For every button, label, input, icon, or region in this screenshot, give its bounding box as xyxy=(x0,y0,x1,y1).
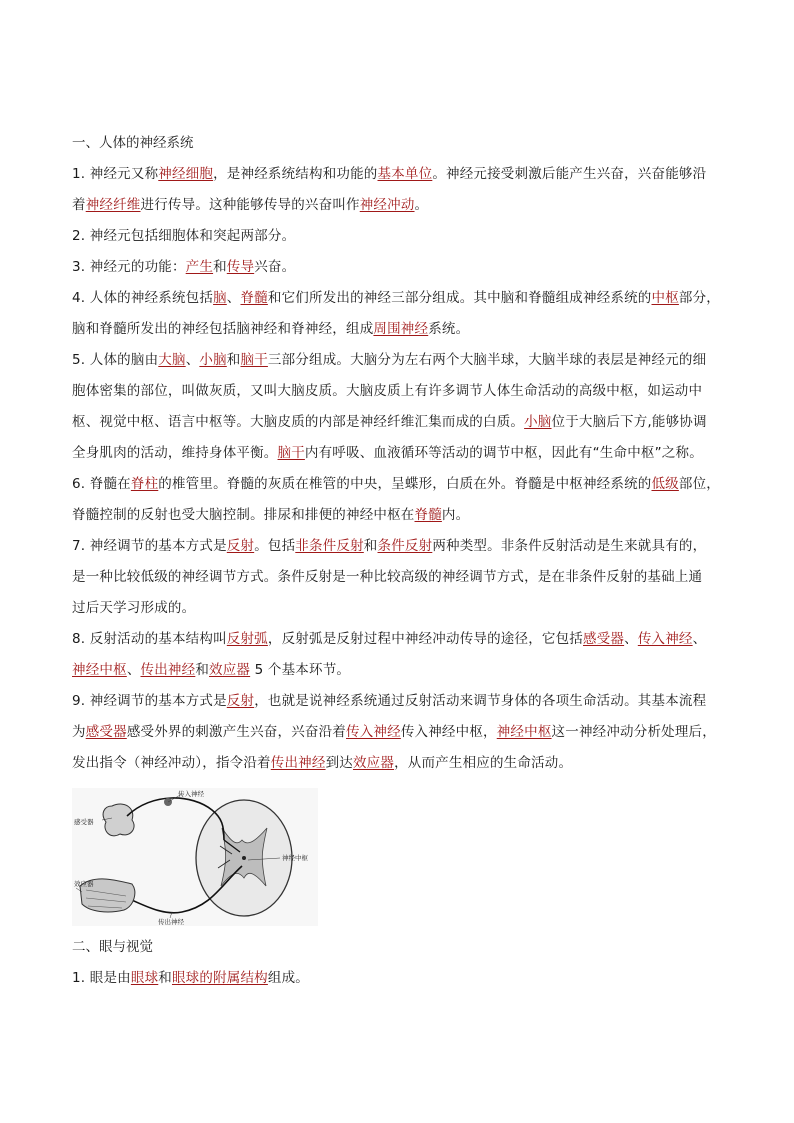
body-text: 两种类型。非条件反射活动是生来就具有的， xyxy=(432,538,707,554)
body-text: 9. 神经调节的基本方式是 xyxy=(72,693,227,709)
section-eye-vision-body xyxy=(72,963,732,994)
answer-blank-text: 低级 xyxy=(651,476,679,492)
text-line xyxy=(72,159,732,190)
body-text: 、 xyxy=(126,662,141,678)
body-text: 感受外界的刺激产生兴奋，兴奋沿着 xyxy=(126,724,347,740)
text-line xyxy=(72,438,732,469)
text-line xyxy=(72,283,732,314)
text-line xyxy=(72,376,732,407)
body-text: 系统。 xyxy=(428,321,470,337)
answer-blank-text: 大脑 xyxy=(158,352,186,368)
reflex-arc-figure xyxy=(72,788,318,926)
answer-blank-text: 反射 xyxy=(226,693,255,709)
body-text: 1. 眼是由 xyxy=(72,970,131,986)
body-text: 、 xyxy=(226,290,241,306)
body-text: 脊髓控制的反射也受大脑控制。排尿和排便的神经中枢在 xyxy=(72,507,415,523)
body-text: 枢、视觉中枢、语言中枢等。大脑皮质的内部是神经纤维汇集而成的白质。 xyxy=(72,414,525,430)
answer-blank-text: 眼球 xyxy=(130,970,159,986)
answer-blank-text: 产生 xyxy=(185,259,214,275)
body-text: 到达 xyxy=(325,755,353,771)
body-text: 的椎管里。脊髓的灰质在椎管的中央，呈蝶形，白质在外。脊髓是中枢神经系统的 xyxy=(158,476,652,492)
body-text: 传入神经中枢， xyxy=(400,724,497,740)
body-text: 和 xyxy=(195,662,210,678)
answer-blank-text: 脑干 xyxy=(277,445,305,461)
body-text: 组成。 xyxy=(267,970,309,986)
body-text: 过后天学习形成的。 xyxy=(72,600,196,616)
answer-blank-text: 神经中枢 xyxy=(496,724,552,740)
body-text: 和它们所发出的神经三部分组成。其中脑和脊髓组成神经系统的 xyxy=(267,290,652,306)
answer-blank-text: 神经纤维 xyxy=(85,197,141,213)
answer-blank-text: 基本单位 xyxy=(377,166,433,182)
text-line xyxy=(72,252,732,283)
document-page xyxy=(72,128,732,994)
label-receptor: 感受器 xyxy=(74,818,94,826)
body-text: 6. 脊髓在 xyxy=(72,476,131,492)
text-line xyxy=(72,686,732,717)
answer-blank-text: 中枢 xyxy=(651,290,679,306)
body-text: 和 xyxy=(213,259,227,275)
text-line xyxy=(72,562,732,593)
body-text: 和 xyxy=(226,352,241,368)
body-text: 7. 神经调节的基本方式是 xyxy=(72,538,227,554)
body-text: 和 xyxy=(158,970,172,986)
body-text: 位于大脑后下方,能够协调 xyxy=(551,414,707,430)
text-line xyxy=(72,469,732,500)
answer-blank-text: 传出神经 xyxy=(270,755,326,771)
answer-blank-text: 周围神经 xyxy=(373,321,429,337)
body-text: 着 xyxy=(72,197,86,213)
body-text: 为 xyxy=(72,724,86,740)
label-afferent-nerve: 传入神经 xyxy=(178,790,204,798)
text-line xyxy=(72,624,732,655)
text-line xyxy=(72,717,732,748)
body-text: 是一种比较低级的神经调节方式。条件反射是一种比较高级的神经调节方式，是在非条件反射的基础上通 xyxy=(72,569,703,585)
body-text: 三部分组成。大脑分为左右两个大脑半球，大脑半球的表层是神经元的细 xyxy=(267,352,707,368)
text-line xyxy=(72,531,732,562)
body-text: ，是神经系统结构和功能的 xyxy=(213,166,378,182)
answer-blank-text: 传导 xyxy=(226,259,255,275)
section-heading-eye-vision: 二、眼与视觉 xyxy=(72,939,153,955)
body-text: 4. 人体的神经系统包括 xyxy=(72,290,214,306)
answer-blank-text: 感受器 xyxy=(85,724,127,740)
answer-blank-text: 反射弧 xyxy=(226,631,268,647)
answer-blank-text: 反射 xyxy=(226,538,255,554)
body-text: ，从而产生相应的生命活动。 xyxy=(394,755,573,771)
answer-blank-text: 脑干 xyxy=(240,352,268,368)
answer-blank-text: 脑 xyxy=(213,290,227,306)
answer-blank-text: 条件反射 xyxy=(377,538,433,554)
body-text: 5 个基本环节。 xyxy=(250,662,351,678)
body-text: 胞体密集的部位，叫做灰质，又叫大脑皮质。大脑皮质上有许多调节人体生命活动的高级中枢，如运动中 xyxy=(72,383,703,399)
text-line xyxy=(72,500,732,531)
answer-blank-text: 传入神经 xyxy=(637,631,693,647)
body-text: 部分， xyxy=(678,290,721,306)
body-text: 、 xyxy=(185,352,200,368)
text-line xyxy=(72,221,732,252)
answer-blank-text: 感受器 xyxy=(583,631,625,647)
label-nerve-center: 神经中枢 xyxy=(282,854,308,862)
body-text: 这一神经冲动分析处理后， xyxy=(551,724,716,740)
answer-blank-text: 神经冲动 xyxy=(359,197,415,213)
body-text: 8. 反射活动的基本结构叫 xyxy=(72,631,227,647)
text-line xyxy=(72,314,732,345)
answer-blank-text: 神经中枢 xyxy=(72,662,127,678)
answer-blank-text: 脊髓 xyxy=(414,507,442,523)
reflex-arc-diagram xyxy=(72,788,318,926)
body-text: 5. 人体的脑由 xyxy=(72,352,159,368)
answer-blank-text: 非条件反射 xyxy=(295,538,364,554)
text-line xyxy=(72,655,732,686)
answer-blank-text: 神经细胞 xyxy=(158,166,214,182)
answer-blank-text: 传入神经 xyxy=(346,724,401,740)
receptor-shape xyxy=(103,804,134,836)
answer-blank-text: 小脑 xyxy=(524,414,552,430)
body-text: 进行传导。这种能够传导的兴奋叫作 xyxy=(140,197,360,213)
body-text: 1. 神经元又称 xyxy=(72,166,159,182)
body-text: 。包括 xyxy=(254,538,296,554)
answer-blank-text: 脊柱 xyxy=(130,476,159,492)
section-heading-nervous-system: 一、人体的神经系统 xyxy=(72,135,194,151)
body-text: ，也就是说神经系统通过反射活动来调节身体的各项生命活动。其基本流程 xyxy=(254,693,707,709)
body-text: 内。 xyxy=(441,507,470,523)
answer-blank-text: 传出神经 xyxy=(140,662,196,678)
text-line xyxy=(72,963,732,994)
answer-blank-text: 眼球的附属结构 xyxy=(171,970,268,986)
text-line xyxy=(72,190,732,221)
body-text: 、 xyxy=(692,631,707,647)
body-text: 和 xyxy=(363,538,378,554)
section-nervous-system-body xyxy=(72,159,732,779)
answer-blank-text: 脊髓 xyxy=(240,290,268,306)
answer-blank-text: 效应器 xyxy=(352,755,395,771)
body-text: 2. 神经元包括细胞体和突起两部分。 xyxy=(72,228,296,244)
body-text: 。神经元接受刺激后能产生兴奋，兴奋能够沿 xyxy=(432,166,707,182)
body-text: 、 xyxy=(624,631,638,647)
body-text: 3. 神经元的功能： xyxy=(72,259,186,275)
text-line xyxy=(72,593,732,624)
text-line xyxy=(72,748,732,779)
text-line xyxy=(72,407,732,438)
body-text: 脑和脊髓所发出的神经包括脑神经和脊神经，组成 xyxy=(72,321,374,337)
body-text: 兴奋。 xyxy=(254,259,296,275)
body-text: 发出指令（神经冲动），指令沿着 xyxy=(72,755,271,771)
label-efferent-nerve: 传出神经 xyxy=(158,918,184,926)
answer-blank-text: 效应器 xyxy=(209,662,251,678)
body-text: 全身肌肉的活动，维持身体平衡。 xyxy=(72,445,278,461)
body-text: 部位， xyxy=(678,476,720,492)
label-effector: 效应器 xyxy=(74,880,94,888)
answer-blank-text: 小脑 xyxy=(199,352,227,368)
body-text: ，反射弧是反射过程中神经冲动传导的途径，它包括 xyxy=(267,631,583,647)
body-text: 内有呼吸、血液循环等活动的调节中枢，因此有“生命中枢”之称。 xyxy=(304,445,703,461)
text-line xyxy=(72,345,732,376)
body-text: 。 xyxy=(414,197,429,213)
